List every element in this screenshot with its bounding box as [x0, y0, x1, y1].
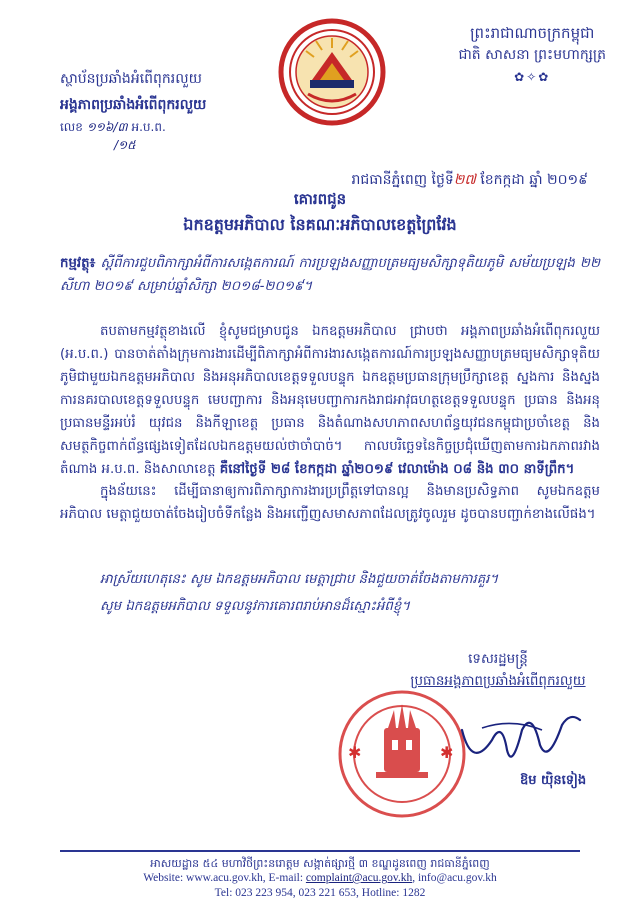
agency-institution-line: ស្ថាប័នប្រឆាំងអំពើពុករលួយ: [60, 71, 202, 87]
nation-religion-king-line: ជាតិ សាសនា ព្រះមហាក្សត្រ: [458, 47, 606, 63]
svg-text:✱: ✱: [348, 743, 362, 762]
greeting: [0, 186, 640, 238]
agency-name: [60, 66, 206, 118]
reference-number: [60, 118, 166, 154]
paragraph-1: [60, 320, 600, 481]
acu-emblem-logo: [278, 18, 386, 126]
footer-phones: Tel: 023 223 954, 023 221 653, Hotline: 1282: [214, 887, 426, 899]
paragraph-4: សូម ឯកឧត្តមអភិបាល ទទួលនូវការគោរពរាប់អានដ៏ស្មោះអំពីខ្ញុំ។: [100, 599, 411, 614]
footer-divider: [60, 850, 580, 852]
subject-text: ស្តីពីការជួបពិភាក្សាអំពីការសង្កេតការណ៍ ការប្រឡងសញ្ញាបត្រមធ្យមសិក្សាទុតិយភូមិ សម័យប្រឡង ២២ សីហា ២០១៩ សម្រាប់ឆ្នាំសិក្សា ២០១៨-២០១៩។: [60, 256, 601, 294]
footer-email-complaint-link[interactable]: complaint@acu.gov.kh: [305, 872, 413, 884]
signatory-name: ឱម យ៉ិនទៀង: [520, 773, 587, 788]
signatory-position: ប្រធានអង្គភាពប្រឆាំងអំពើពុករលួយ: [410, 673, 586, 689]
greeting-respect-line: គោរពជូន: [293, 190, 347, 208]
ref-sub: /១៥: [114, 138, 136, 152]
ornament-divider: ✿✧✿: [514, 70, 551, 84]
ref-label: លេខ: [60, 120, 83, 134]
handwritten-signature: [452, 700, 592, 770]
subject-label: កម្មវត្ថុ៖: [60, 256, 96, 271]
official-seal-stamp: [336, 688, 468, 820]
greeting-recipient-line: ឯកឧត្តមអភិបាល នៃគណៈអភិបាលខេត្តព្រៃវែង: [183, 215, 457, 234]
subject-block: [60, 252, 600, 298]
footer: [0, 856, 640, 901]
agency-unit-line: អង្គភាពប្រឆាំងអំពើពុករលួយ: [60, 97, 207, 113]
signatory-rank: ទេសរដ្ឋមន្ត្រី: [468, 651, 528, 667]
footer-website: Website: www.acu.gov.kh, E-mail:: [143, 872, 304, 884]
signatory-title: [398, 648, 598, 692]
date-day: ២៧: [453, 172, 476, 188]
paragraph-3: អាស្រ័យហេតុនេះ សូម ឯកឧត្តមអភិបាល មេត្តាជ្រាប និងជួយចាត់ចែងតាមការគួរ។: [100, 572, 499, 587]
date-prefix: រាជធានីភ្នំពេញ ថ្ងៃទី: [351, 172, 454, 188]
footer-email-info: , info@acu.gov.kh: [412, 872, 497, 884]
paragraph-2: ក្នុងន័យនេះ ដើម្បីធានាឲ្យការពិភាក្សាការងារប្រព្រឹត្តទៅបានល្អ និងមានប្រសិទ្ធភាព សូមឯកឧត្តមអភិបាល មេត្តាជួយចាត់ចែងរៀបចំទីកន្លែង និងអញ្ជើញសមាសភាពដែលត្រូវចូលរួម ដូចបានបញ្ជាក់ខាងលើផង។: [60, 484, 600, 522]
footer-address: អាសយដ្ឋាន ៥៤ មហាវិថីព្រះនរោត្តម សង្កាត់ផ្សារថ្មី ៣ ខណ្ឌដូនពេញ រាជធានីភ្នំពេញ: [150, 857, 490, 870]
ref-number-value: ១១៦/៣: [86, 120, 128, 134]
kingdom-motto: [458, 22, 606, 88]
paragraph-1-meeting-time: គឺនៅថ្ងៃទី ២៨ ខែកក្កដា ឆ្នាំ២០១៩ វេលាម៉ោង ០៨ និង ៣០ នាទីព្រឹក។: [219, 462, 575, 477]
svg-text:✱: ✱: [440, 743, 454, 762]
date-suffix: ខែកក្កដា ឆ្នាំ ២០១៩: [480, 172, 588, 188]
paragraph-1-main: តបតាមកម្មវត្ថុខាងលើ ខ្ញុំសូមជម្រាបជូន ឯកឧត្តមអភិបាល ជ្រាបថា អង្គភាពប្រឆាំងអំពើពុករលួយ (អ.ប.ព.) បានចាត់តាំងក្រុមការងារដើម្បីពិភាក្សាអំពីការងារសង្កេតការណ៍ការប្រឡងសញ្ញាបត្រមធ្យមសិក្សាទុតិយភូមិជាមួយឯកឧត្តមអភិបាល និងអនុអភិបាលខេត្តទទួលបន្ទុក ឯកឧត្តមប្រធានក្រុមប្រឹក្សាខេត្ត ស្នងការ និងស្នងការនគរបាលខេត្តទទួលបន្ទុក មេបញ្ជាការ និងអនុមេបញ្ជាការកងរាជអាវុធហត្ថខេត្តទទួលបន្ទុក ប្រធាន និងអនុប្រធានមន្ទីរអប់រំ យុវជន និងកីឡាខេត្ត ប្រធាន និងតំណាងសហភាពសហព័ន្ធយុវជនកម្ពុជាប្រចាំខេត្ត និងសមត្ថកិច្ចពាក់ព័ន្ធផ្សេងទៀតដែលឯកឧត្តមយល់ថាចាំបាច់។ កាលបរិច្ឆេទនៃកិច្ចប្រជុំឃើញតាមការឯកភាពរវាងតំណាង អ.ប.ព. និងសាលាខេត្ត: [60, 324, 600, 477]
ref-suffix: អ.ប.ព.: [131, 120, 166, 134]
footer-contact-line: [0, 871, 640, 886]
kingdom-line: ព្រះរាជាណាចក្រកម្ពុជា: [470, 24, 595, 42]
